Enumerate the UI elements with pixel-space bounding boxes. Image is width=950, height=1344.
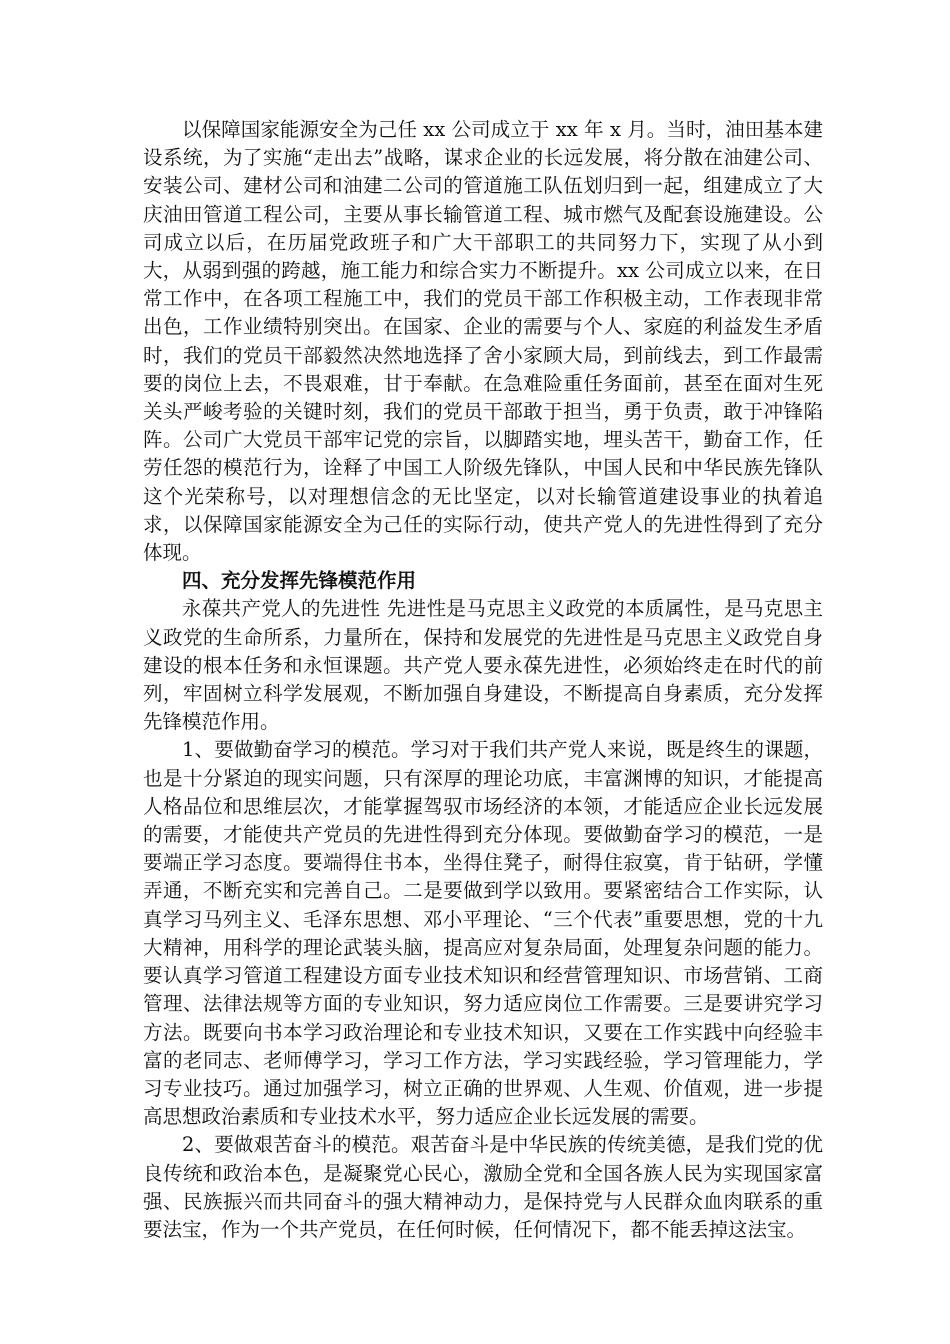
paragraph-hard-struggle: 2、要做艰苦奋斗的模范。艰苦奋斗是中华民族的传统美德，是我们党的优良传统和政治本色，是凝聚党心民心，激励全党和全国各族人民为实现国家富强、民族振兴而共同奋斗的强大精神动力，是保持党与人民群众血肉联系的重要法宝，作为一个共产党员，在任何时候，任何情况下，都不能丢掉这法宝。: [143, 1133, 823, 1241]
paragraph-advanced-nature: 永葆共产党人的先进性 先进性是马克思主义政党的本质属性，是马克思主义政党的生命所系，力量所在，保持和发展党的先进性是马克思主义政党自身建设的根本任务和永恒课题。共产党人要永葆先进性，必须始终走在时代的前列，牢固树立科学发展观，不断加强自身建设，不断提高自身素质，充分发挥先锋模范作用。: [143, 597, 823, 734]
document-body: [143, 116, 823, 1244]
section-heading-vanguard-role: 四、充分发挥先锋模范作用: [182, 569, 417, 593]
paragraph-diligent-study: 1、要做勤奋学习的模范。学习对于我们共产党人来说，既是终生的课题，也是十分紧迫的现实问题，只有深厚的理论功底，丰富渊博的知识，才能提高人格品位和思维层次，才能掌握驾驭市场经济的本领，才能适应企业长远发展的需要，才能使共产党员的先进性得到充分体现。要做勤奋学习的模范，一是要端正学习态度。要端得住书本，坐得住凳子，耐得住寂寞，肯于钻研，学懂弄通，不断充实和完善自己。二是要做到学以致用。要紧密结合工作实际，认真学习马列主义、毛泽东思想、邓小平理论、“三个代表”重要思想，党的十九大精神，用科学的理论武装头脑，提高应对复杂局面，处理复杂问题的能力。要认真学习管道工程建设方面专业技术知识和经营管理知识、市场营销、工商管理、法律法规等方面的专业知识，努力适应岗位工作需要。三是要讲究学习方法。既要向书本学习政治理论和专业技术知识，又要在工作实践中向经验丰富的老同志、老师傅学习，学习工作方法，学习实践经验，学习管理能力，学习专业技巧。通过加强学习，树立正确的世界观、人生观、价值观，进一步提高思想政治素质和专业技术水平，努力适应企业长远发展的需要。: [143, 738, 823, 1129]
paragraph-energy-security: 以保障国家能源安全为己任 xx 公司成立于 xx 年 x 月。当时，油田基本建设系统，为了实施“走出去”战略，谋求企业的长远发展，将分散在油建公司、安装公司、建材公司和油建二公司的管道施工队伍划归到一起，组建成立了大庆油田管道工程公司，主要从事长输管道工程、城市燃气及配套设施建设。公司成立以后，在历届党政班子和广大干部职工的共同努力下，实现了从小到大，从弱到强的跨越，施工能力和综合实力不断提升。xx 公司成立以来，在日常工作中，在各项工程施工中，我们的党员干部工作积极主动，工作表现非常出色，工作业绩特别突出。在国家、企业的需要与个人、家庭的利益发生矛盾时，我们的党员干部毅然决然地选择了舍小家顾大局，到前线去，到工作最需要的岗位上去，不畏艰难，甘于奉献。在急难险重任务面前，甚至在面对生死关头严峻考验的关键时刻，我们的党员干部敢于担当，勇于负责，敢于冲锋陷阵。公司广大党员干部牢记党的宗旨，以脚踏实地，埋头苦干，勤奋工作，任劳任怨的模范行为，诠释了中国工人阶级先锋队，中国人民和中华民族先锋队这个光荣称号，以对理想信念的无比坚定，以对长输管道建设事业的执着追求，以保障国家能源安全为己任的实际行动，使共产党人的先进性得到了充分体现。: [143, 118, 823, 565]
